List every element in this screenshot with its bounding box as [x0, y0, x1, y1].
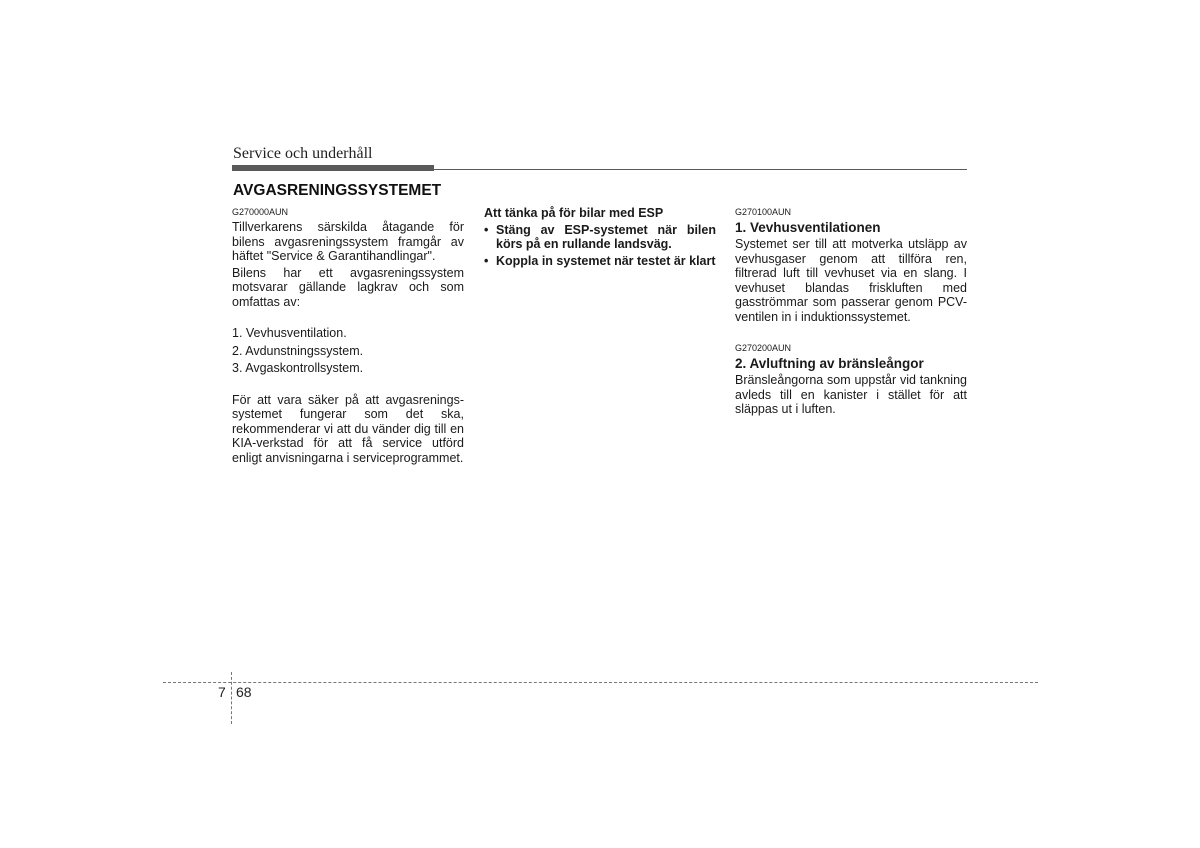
paragraph-service: För att vara säker på att avgasrenings-systemet fungerar som det ska, rekommenderar vi att du vänder dig till en KIA-verkstad för att få service utförd enligt anvisningarna i serviceprogrammet. [232, 392, 464, 465]
list-item [484, 223, 716, 252]
esp-heading: Att tänka på för bilar med ESP [484, 206, 664, 220]
bullet-icon: • [484, 222, 489, 237]
section-title: AVGASRENINGSSYSTEMET [233, 182, 442, 199]
list-item: 1. Vevhusventilation. [232, 326, 347, 340]
header-rule [434, 169, 967, 170]
column-1 [232, 206, 464, 465]
header-title: Service och underhåll [233, 145, 373, 162]
footer-divider [231, 672, 232, 724]
page-number: 68 [236, 684, 252, 700]
paragraph-system: Bilens har ett avgasreningssystem motsvarar gällande lagkrav och som omfattas av: [232, 265, 464, 309]
section-code: G270100AUN [735, 207, 792, 217]
column-3 [735, 206, 967, 417]
paragraph-intro: Tillverkarens särskilda åtagande för bilens avgasreningssystem framgår av häftet "Service & Garantihandlingar". [232, 220, 464, 263]
footer-rule [163, 682, 1038, 683]
section-code: G270200AUN [735, 343, 792, 353]
list-item: 2. Avdunstningssystem. [232, 343, 364, 358]
list-item: 3. Avgaskontrollsystem. [232, 361, 364, 375]
subsection-title: 1. Vevhusventilationen [735, 220, 881, 235]
header-bar [232, 165, 434, 171]
chapter-number: 7 [218, 684, 226, 700]
bullet-text: Koppla in systemet när testet är klart [496, 253, 716, 268]
bullet-icon: • [484, 253, 489, 268]
list-item [484, 254, 716, 269]
subsection-title: 2. Avluftning av bränsleångor [735, 356, 924, 371]
esp-bullet-list [484, 223, 716, 269]
subsection-text: Bränsleångorna som uppstår vid tankning avleds till en kanister i stället för att släppas ut i luften. [735, 373, 967, 416]
bullet-text: Stäng av ESP-systemet när bilen körs på en rullande landsväg. [496, 222, 716, 251]
subsection-text: Systemet ser till att motverka utsläpp av vevhusgaser genom att tillföra ren, filtrerad luft till vevhuset via en slang. I vevhuset blandas friskluften med gasströmmar som passerar genom PCV-ventilen in i induktionssystemet. [735, 237, 967, 324]
section-code: G270000AUN [232, 207, 289, 217]
column-2 [484, 206, 716, 270]
